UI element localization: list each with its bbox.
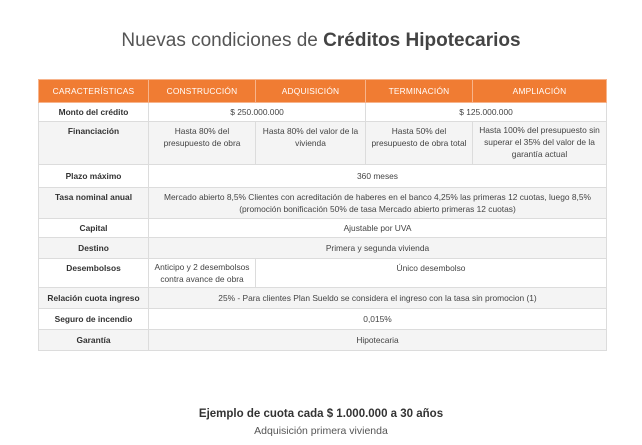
header-construccion: CONSTRUCCIÓN — [149, 80, 256, 103]
row-label: Seguro de incendio — [39, 309, 149, 330]
row-seguro — [39, 309, 607, 330]
title-light: Nuevas condiciones de — [121, 30, 324, 51]
row-garantia — [39, 330, 607, 351]
financiacion-adquisicion: Hasta 80% del valor de la vivienda — [256, 122, 366, 165]
row-desembolsos — [39, 259, 607, 288]
capital-value: Ajustable por UVA — [149, 219, 607, 238]
table-header-row — [39, 80, 607, 103]
header-adquisicion: ADQUISICIÓN — [256, 80, 366, 103]
financiacion-terminacion: Hasta 50% del presupuesto de obra total — [366, 122, 473, 165]
relacion-value: 25% - Para clientes Plan Sueldo se considera el ingreso con la tasa sin promocion (1) — [149, 288, 607, 309]
destino-value: Primera y segunda vivienda — [149, 238, 607, 259]
plazo-value: 360 meses — [149, 165, 607, 188]
financiacion-construccion: Hasta 80% del presupuesto de obra — [149, 122, 256, 165]
tasa-value: Mercado abierto 8,5% Clientes con acreditación de haberes en el banco 4,25% las primeras 12 cuotas, luego 8,5% (promoción bonificación 50% de tasa Mercado abierto primeras 12 cuotas) — [149, 188, 607, 219]
row-relacion — [39, 288, 607, 309]
desembolsos-construccion: Anticipo y 2 desembolsos contra avance de obra — [149, 259, 256, 288]
garantia-value: Hipotecaria — [149, 330, 607, 351]
row-plazo — [39, 165, 607, 188]
header-ampliacion: AMPLIACIÓN — [473, 80, 607, 103]
header-caracteristicas: CARACTERÍSTICAS — [39, 80, 149, 103]
row-destino — [39, 238, 607, 259]
row-label: Tasa nominal anual — [39, 188, 149, 219]
row-label: Garantía — [39, 330, 149, 351]
monto-construccion-adquisicion: $ 250.000.000 — [149, 103, 366, 122]
page-title — [0, 30, 642, 52]
conditions-table — [38, 79, 607, 351]
row-label: Plazo máximo — [39, 165, 149, 188]
financiacion-ampliacion: Hasta 100% del presupuesto sin superar el 35% del valor de la garantía actual — [473, 122, 607, 165]
desembolsos-resto: Único desembolso — [256, 259, 607, 288]
title-bold: Créditos Hipotecarios — [323, 30, 521, 51]
row-label: Capital — [39, 219, 149, 238]
row-label: Desembolsos — [39, 259, 149, 288]
row-financiacion — [39, 122, 607, 165]
row-label: Monto del crédito — [39, 103, 149, 122]
row-label: Destino — [39, 238, 149, 259]
row-capital — [39, 219, 607, 238]
row-tasa — [39, 188, 607, 219]
example-subtitle: Adquisición primera vivienda — [254, 425, 388, 437]
row-monto — [39, 103, 607, 122]
row-label: Relación cuota ingreso — [39, 288, 149, 309]
seguro-value: 0,015% — [149, 309, 607, 330]
header-terminacion: TERMINACIÓN — [366, 80, 473, 103]
row-label: Financiación — [39, 122, 149, 165]
example-title: Ejemplo de cuota cada $ 1.000.000 a 30 años — [198, 408, 444, 420]
monto-terminacion-ampliacion: $ 125.000.000 — [366, 103, 607, 122]
